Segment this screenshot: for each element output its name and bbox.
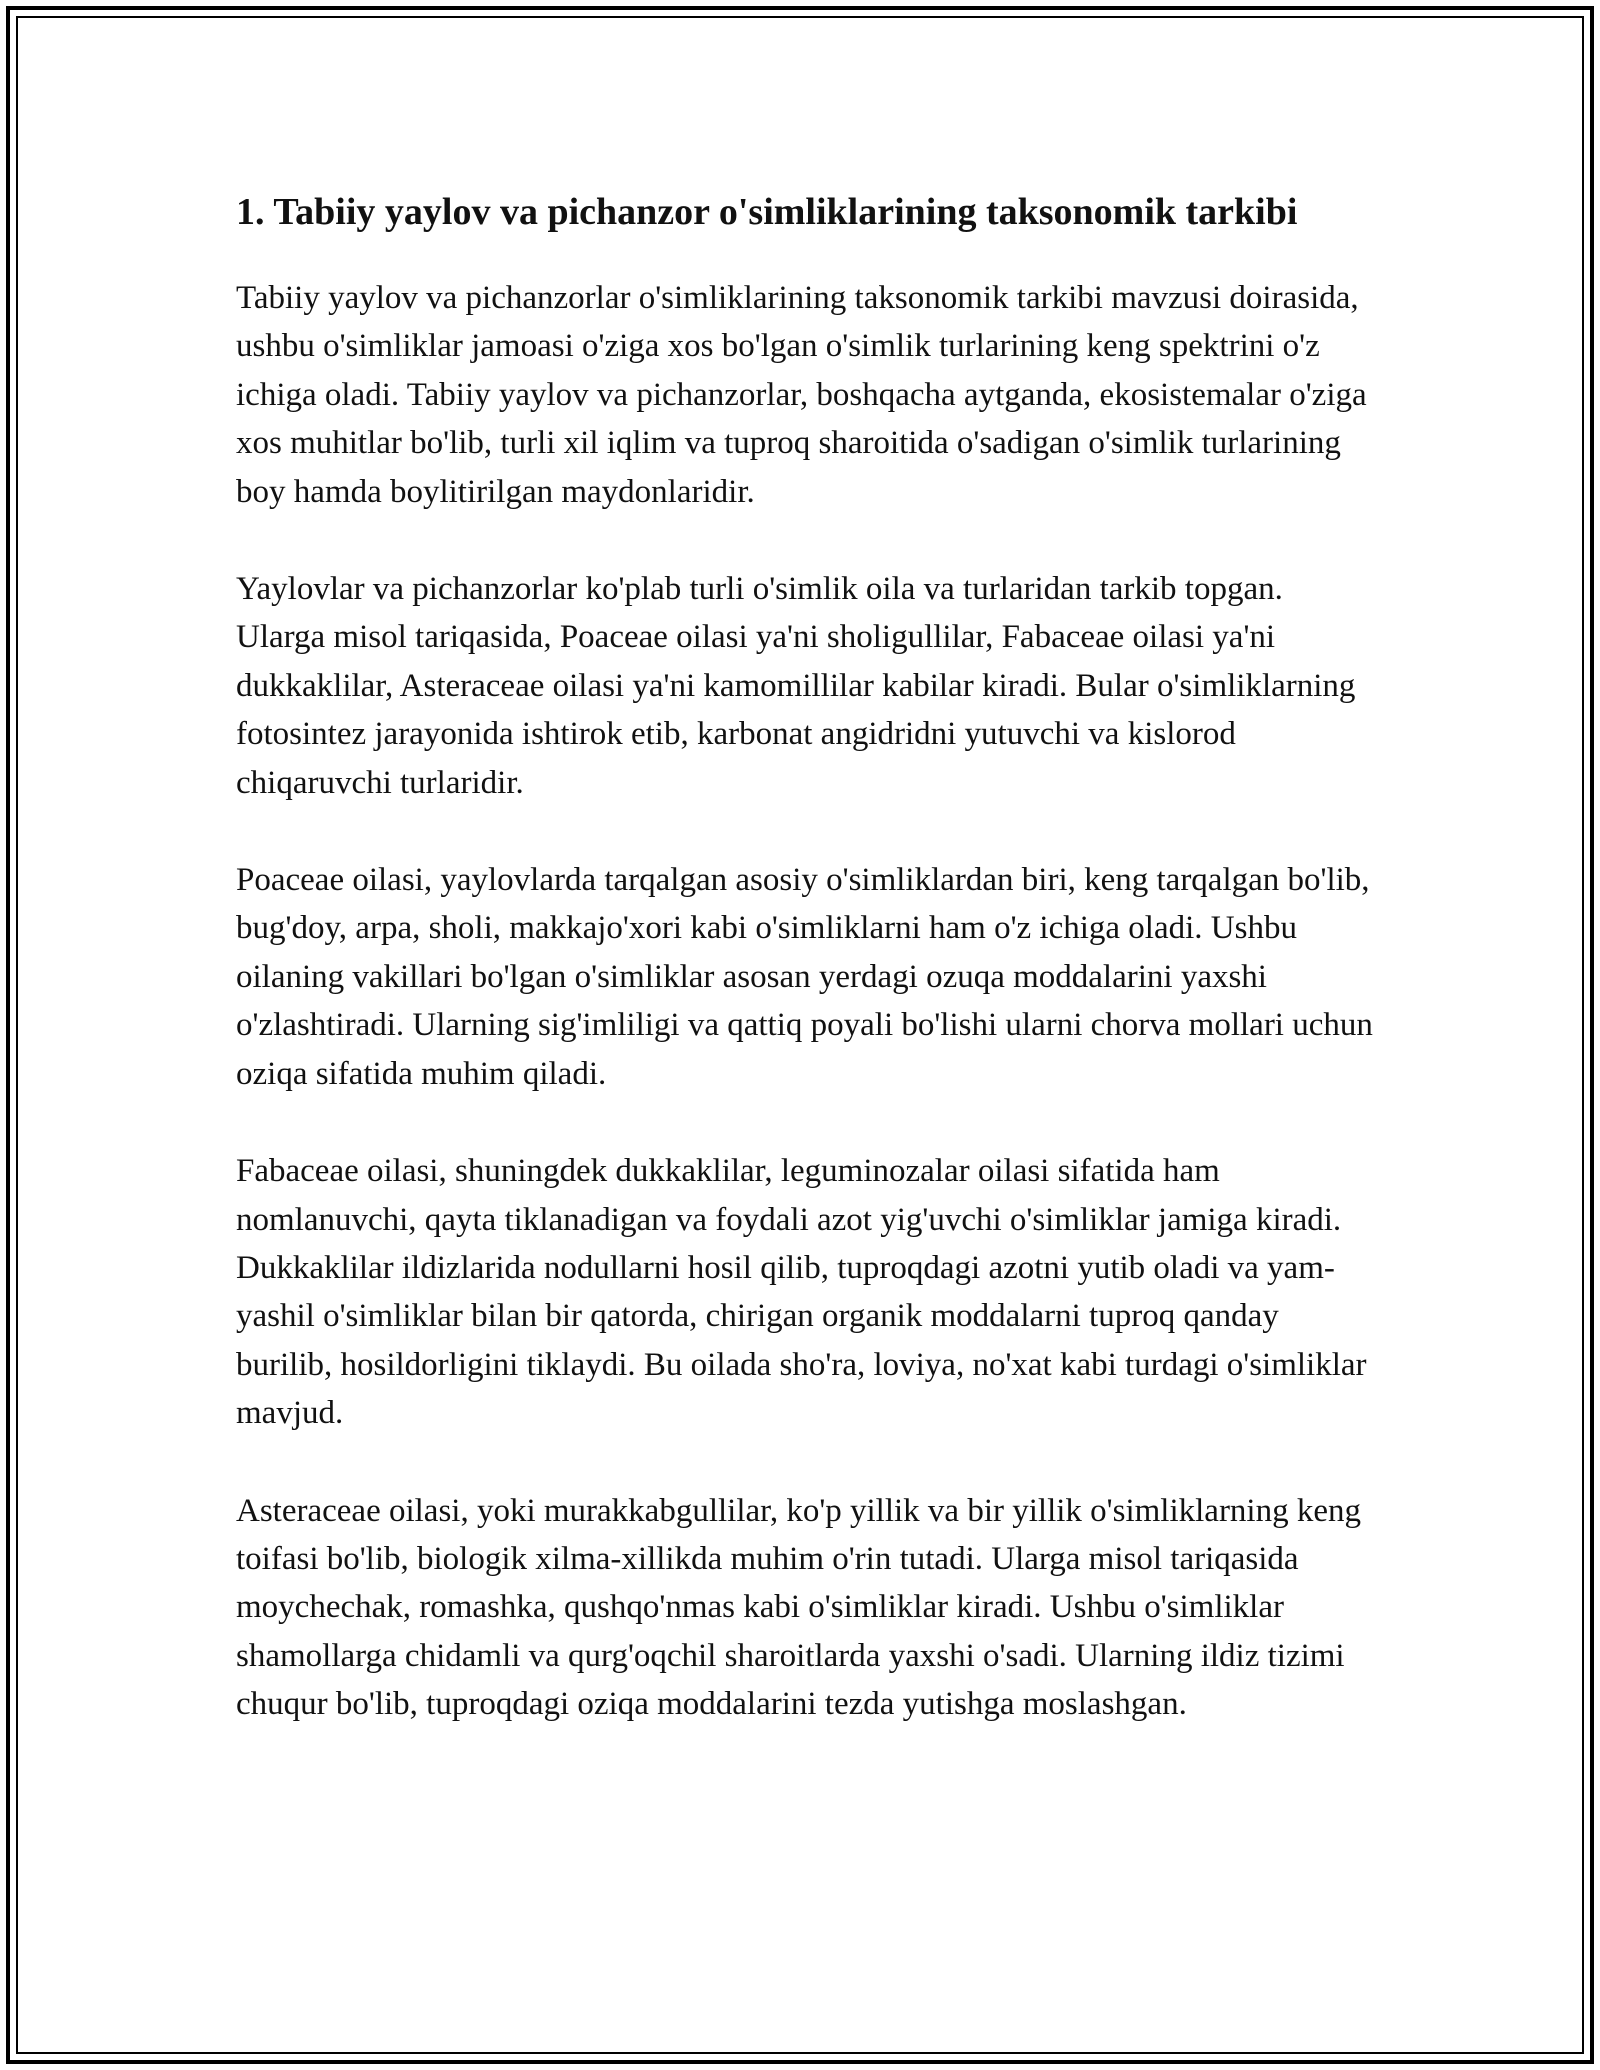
- paragraph-poaceae: Poaceae oilasi, yaylovlarda tarqalgan asosiy o'simliklardan biri, keng tarqalgan bo'lib, bug'doy, arpa, sholi, makkajo'xori kabi o'simliklarni ham o'z ichiga oladi. Ushbu oilaning vakillari bo'lgan o'simliklar asosan yerdagi ozuqa moddalarini yaxshi o'zlashtiradi. Ularning sig'imliligi va qattiq poyali bo'lishi ularni chorva mollari uchun oziqa sifatida muhim qiladi.: [236, 862, 1373, 1092]
- section-title: 1. Tabiiy yaylov va pichanzor o'simliklarining taksonomik tarkibi: [236, 191, 1298, 233]
- paragraph-intro: Tabiiy yaylov va pichanzorlar o'simliklarining taksonomik tarkibi mavzusi doirasida, ushbu o'simliklar jamoasi o'ziga xos bo'lgan o'simlik turlarining keng spektrini o'z ichiga oladi. Tabiiy yaylov va pichanzorlar, boshqacha aytganda, ekosistemalar o'ziga xos muhitlar bo'lib, turli xil iqlim va tuproq sharoitida o'sadigan o'simlik turlarining boy hamda boylitirilgan maydonlaridir.: [236, 280, 1367, 510]
- paragraph-families: Yaylovlar va pichanzorlar ko'plab turli o'simlik oila va turlaridan tarkib topgan. Ularga misol tariqasida, Poaceae oilasi ya'ni sholigullilar, Fabaceae oilasi ya'ni dukkaklilar, Asteraceae oilasi ya'ni kamomillilar kabilar kiradi. Bular o'simliklarning fotosintez jarayonida ishtirok etib, karbonat angidridni yutuvchi va kislorod chiqaruvchi turlaridir.: [236, 571, 1356, 801]
- document-body: [236, 186, 1376, 1778]
- paragraph-fabaceae: Fabaceae oilasi, shuningdek dukkaklilar, leguminozalar oilasi sifatida ham nomlanuvchi, qayta tiklanadigan va foydali azot yig'uvchi o'simliklar jamiga kiradi. Dukkaklilar ildizlarida nodullarni hosil qilib, tuproqdagi azotni yutib oladi va yam-yashil o'simliklar bilan bir qatorda, chirigan organik moddalarni tuproq qanday burilib, hosildorligini tiklaydi. Bu oilada sho'ra, loviya, no'xat kabi turdagi o'simliklar mavjud.: [236, 1153, 1367, 1432]
- paragraph-asteraceae: Asteraceae oilasi, yoki murakkabgullilar, ko'p yillik va bir yillik o'simliklarning keng toifasi bo'lib, biologik xilma-xillikda muhim o'rin tutadi. Ularga misol tariqasida moychechak, romashka, qushqo'nmas kabi o'simliklar kiradi. Ushbu o'simliklar shamollarga chidamli va qurg'oqchil sharoitlarda yaxshi o'sadi. Ularning ildiz tizimi chuqur bo'lib, tuproqdagi oziqa moddalarini tezda yutishga moslashgan.: [236, 1492, 1361, 1723]
